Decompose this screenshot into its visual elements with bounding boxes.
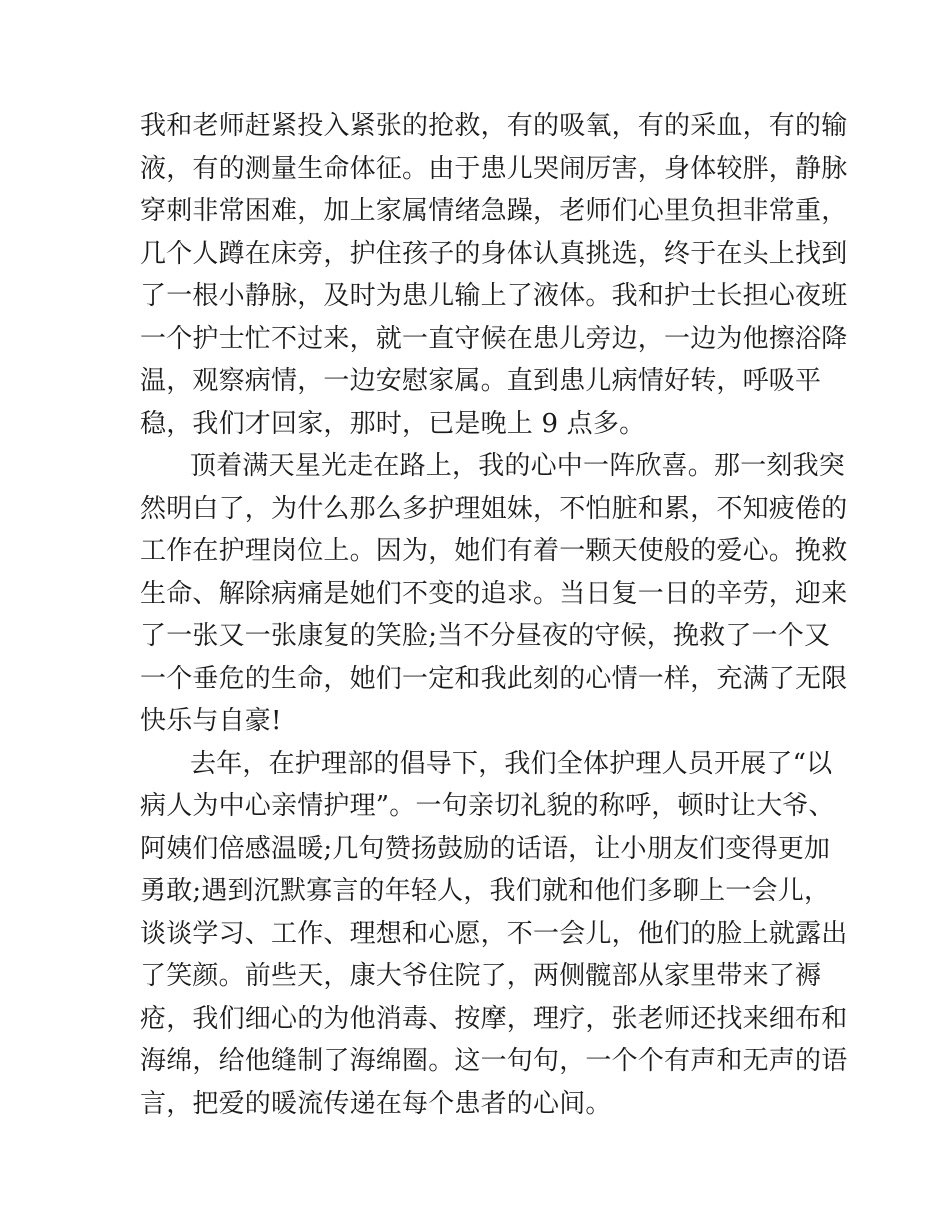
text-line: 阿姨们倍感温暖;几句赞扬鼓励的话语，让小朋友们变得更加: [140, 833, 831, 864]
text-line: 稳，我们才回家，那时，已是晚上 9 点多。: [140, 408, 646, 439]
text-line: 病人为中心亲情护理”。一句亲切礼貌的称呼，顿时让大爷、: [140, 791, 835, 821]
text-line: 工作在护理岗位上。因为，她们有着一颗天使般的爱心。挽救: [140, 536, 848, 566]
text-line: 了一根小静脉，及时为患儿输上了液体。我和护士长担心夜班: [140, 281, 848, 311]
text-line: 去年，在护理部的倡导下，我们全体护理人员开展了“以: [190, 748, 833, 779]
paragraph-3: [140, 743, 848, 1126]
text-line: 海绵，给他缝制了海绵圈。这一句句，一个个有声和无声的语: [140, 1046, 848, 1076]
text-line: 言，把爱的暖流传递在每个患者的心间。: [140, 1088, 612, 1119]
text-line: 谈谈学习、工作、理想和心愿，不一会儿，他们的脸上就露出: [140, 918, 848, 949]
text-line: 快乐与自豪!: [140, 706, 282, 736]
paragraph-1: [140, 105, 848, 445]
text-line: 了笑颜。前些天，康大爷住院了，两侧髋部从家里带来了褥: [140, 961, 822, 991]
text-line: 了一张又一张康复的笑脸;当不分昼夜的守候，挽救了一个又: [140, 621, 831, 651]
text-line: 生命、解除病痛是她们不变的追求。当日复一日的辛劳，迎来: [140, 578, 848, 609]
text-line: 一个垂危的生命，她们一定和我此刻的心情一样，充满了无限: [140, 663, 848, 694]
text-line: 温，观察病情，一边安慰家属。直到患儿病情好转，呼吸平: [140, 366, 822, 396]
text-line: 一个护士忙不过来，就一直守候在患儿旁边，一边为他擦浴降: [140, 323, 848, 354]
text-line: 疮，我们细心的为他消毒、按摩，理疗，张老师还找来细布和: [140, 1003, 848, 1034]
text-line: 我和老师赶紧投入紧张的抢救，有的吸氧，有的采血，有的输: [140, 111, 848, 141]
text-line: 几个人蹲在床旁，护住孩子的身体认真挑选，终于在头上找到: [140, 238, 848, 269]
text-line: 穿刺非常困难，加上家属情绪急躁，老师们心里负担非常重，: [140, 196, 848, 226]
text-line: 然明白了，为什么那么多护理姐妹，不怕脏和累，不知疲倦的: [140, 493, 848, 524]
text-line: 液，有的测量生命体征。由于患儿哭闹厉害，身体较胖，静脉: [140, 153, 848, 184]
body-text: [140, 105, 848, 1125]
text-line: 勇敢;遇到沉默寡言的年轻人，我们就和他们多聊上一会儿，: [140, 876, 831, 906]
paragraph-2: [140, 445, 848, 743]
text-line: 顶着满天星光走在路上，我的心中一阵欣喜。那一刻我突: [190, 451, 846, 481]
